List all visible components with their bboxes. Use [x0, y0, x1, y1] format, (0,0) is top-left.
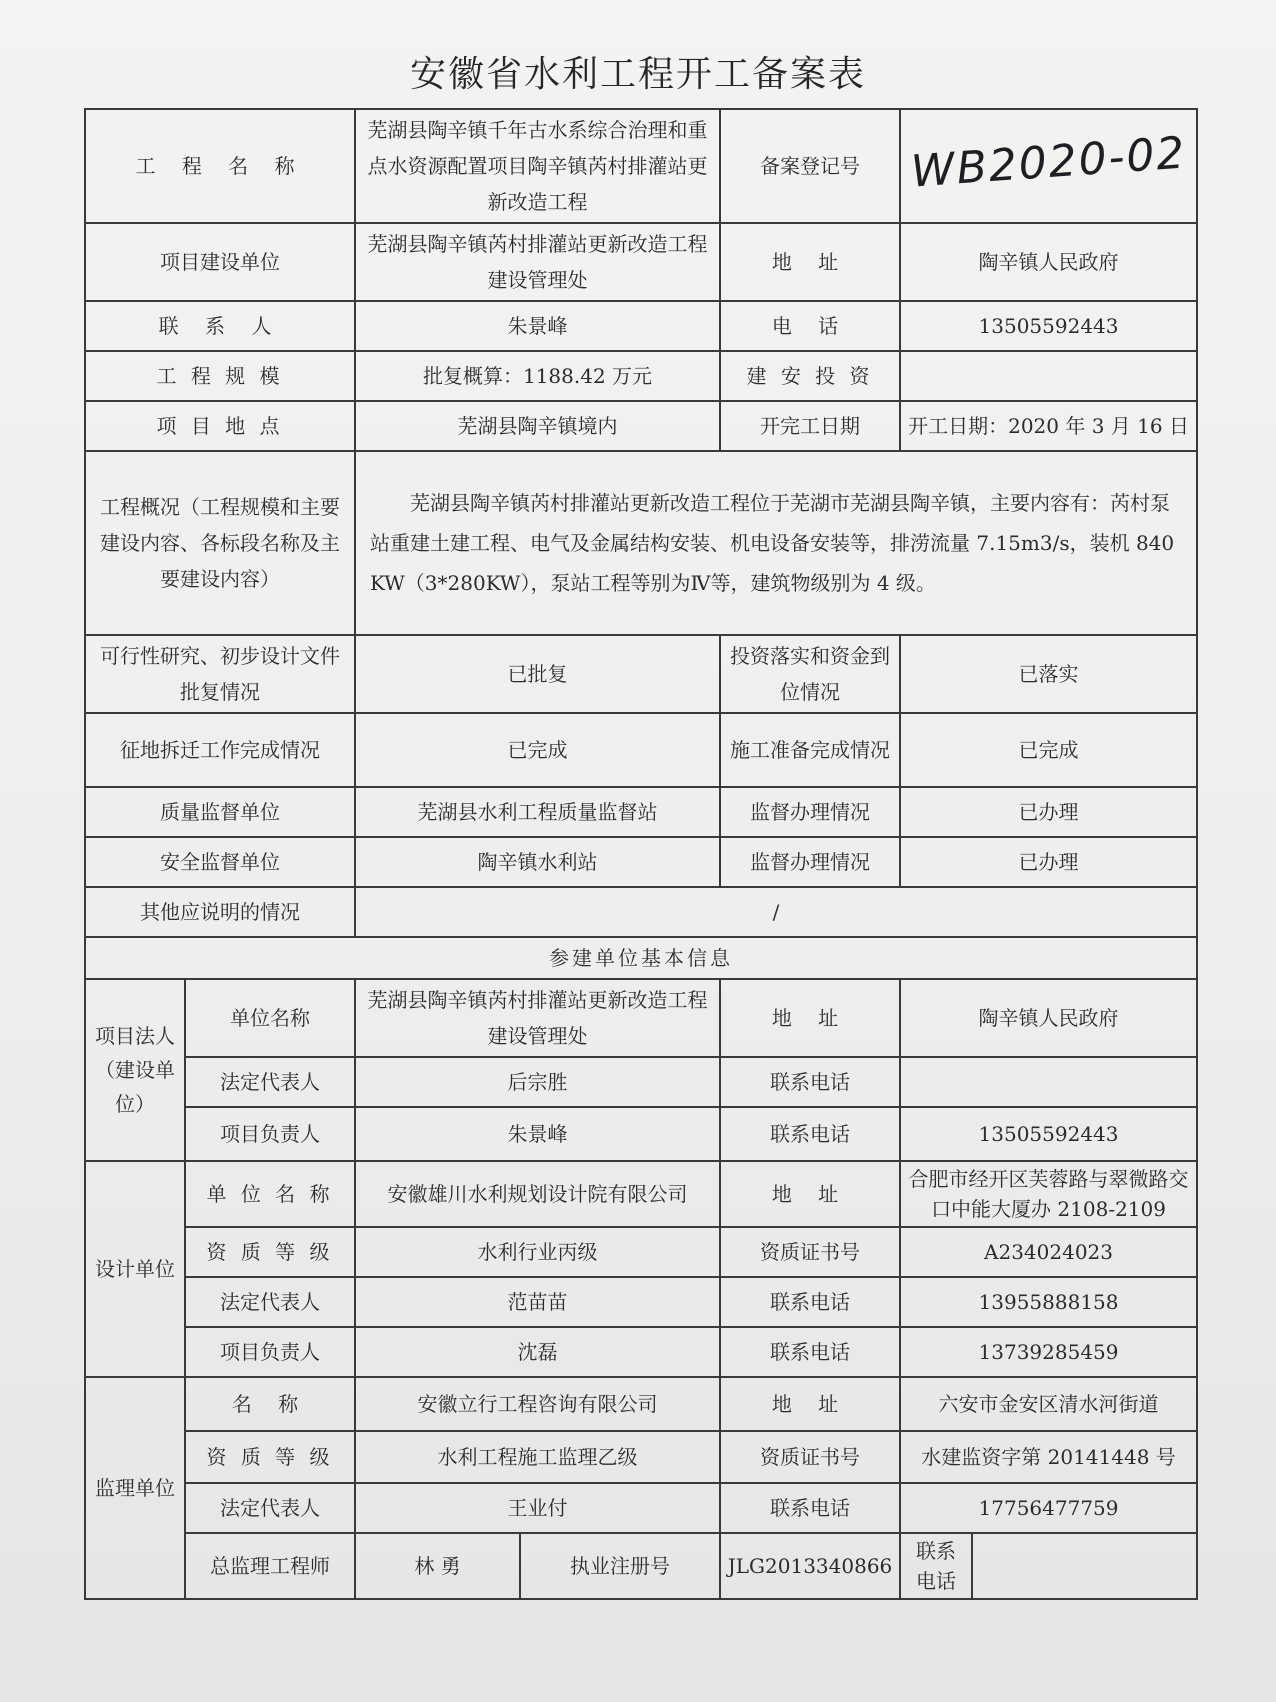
- funds-value: 已落实: [900, 635, 1197, 713]
- contact-label: 联 系 人: [85, 301, 355, 351]
- other-label: 其他应说明的情况: [85, 887, 355, 937]
- supervision-legal-phone-label: 联系电话: [720, 1483, 900, 1533]
- chief-phone-value: [972, 1533, 1197, 1599]
- owner-unit-name-label: 单位名称: [185, 979, 355, 1057]
- project-name-value: 芜湖县陶辛镇千年古水系综合治理和重点水资源配置项目陶辛镇芮村排灌站更新改造工程: [355, 109, 720, 223]
- design-group-label: 设计单位: [85, 1161, 185, 1377]
- owner-pm-phone-value: 13505592443: [900, 1107, 1197, 1161]
- design-unit-name-value: 安徽雄川水利规划设计院有限公司: [355, 1161, 720, 1227]
- design-legal-value: 范苗苗: [355, 1277, 720, 1327]
- location-value: 芜湖县陶辛镇境内: [355, 401, 720, 451]
- feasibility-value: 已批复: [355, 635, 720, 713]
- dates-value: 开工日期：2020 年 3 月 16 日: [900, 401, 1197, 451]
- overview-label: 工程概况（工程规模和主要建设内容、各标段名称及主要建设内容）: [85, 451, 355, 635]
- supervision-address-label: 地 址: [720, 1377, 900, 1431]
- quality-unit-value: 芜湖县水利工程质量监督站: [355, 787, 720, 837]
- supervision-cert-label: 资质证书号: [720, 1431, 900, 1483]
- investment-value: [900, 351, 1197, 401]
- project-owner-label: 项目建设单位: [85, 223, 355, 301]
- safety-unit-value: 陶辛镇水利站: [355, 837, 720, 887]
- contact-value: 朱景峰: [355, 301, 720, 351]
- design-grade-label: 资 质 等 级: [185, 1227, 355, 1277]
- chief-engineer-label: 总监理工程师: [185, 1533, 355, 1599]
- design-grade-value: 水利行业丙级: [355, 1227, 720, 1277]
- design-legal-phone-value: 13955888158: [900, 1277, 1197, 1327]
- design-legal-phone-label: 联系电话: [720, 1277, 900, 1327]
- preparation-label: 施工准备完成情况: [720, 713, 900, 787]
- supervision-cert-value: 水建监资字第 20141448 号: [900, 1431, 1197, 1483]
- supervision-legal-label: 法定代表人: [185, 1483, 355, 1533]
- registration-value: [900, 109, 1197, 223]
- chief-phone-label: 联系电话: [900, 1533, 972, 1599]
- land-label: 征地拆迁工作完成情况: [85, 713, 355, 787]
- design-pm-label: 项目负责人: [185, 1327, 355, 1377]
- license-value: JLG2013340866: [720, 1533, 900, 1599]
- quality-supervision-label: 监督办理情况: [720, 787, 900, 837]
- owner-unit-name-value: 芜湖县陶辛镇芮村排灌站更新改造工程建设管理处: [355, 979, 720, 1057]
- land-value: 已完成: [355, 713, 720, 787]
- feasibility-label: 可行性研究、初步设计文件批复情况: [85, 635, 355, 713]
- registration-handwritten: WB2020-02: [909, 126, 1188, 198]
- safety-unit-label: 安全监督单位: [85, 837, 355, 887]
- owner-address-label: 地 址: [720, 979, 900, 1057]
- owner-pm-label: 项目负责人: [185, 1107, 355, 1161]
- quality-unit-label: 质量监督单位: [85, 787, 355, 837]
- design-cert-label: 资质证书号: [720, 1227, 900, 1277]
- design-cert-value: A234024023: [900, 1227, 1197, 1277]
- chief-engineer-value: 林 勇: [355, 1533, 520, 1599]
- project-owner-value: 芜湖县陶辛镇芮村排灌站更新改造工程建设管理处: [355, 223, 720, 301]
- design-pm-phone-label: 联系电话: [720, 1327, 900, 1377]
- address-value: 陶辛镇人民政府: [900, 223, 1197, 301]
- supervision-group-label: 监理单位: [85, 1377, 185, 1599]
- form-title: 安徽省水利工程开工备案表: [409, 54, 866, 95]
- supervision-grade-value: 水利工程施工监理乙级: [355, 1431, 720, 1483]
- scale-value: 批复概算：1188.42 万元: [355, 351, 720, 401]
- project-name-label: 工 程 名 称: [85, 109, 355, 223]
- design-address-label: 地 址: [720, 1161, 900, 1227]
- owner-pm-phone-label: 联系电话: [720, 1107, 900, 1161]
- owner-address-value: 陶辛镇人民政府: [900, 979, 1197, 1057]
- dates-label: 开完工日期: [720, 401, 900, 451]
- scale-label: 工 程 规 模: [85, 351, 355, 401]
- participants-heading: 参建单位基本信息: [85, 937, 1197, 979]
- supervision-unit-name-value: 安徽立行工程咨询有限公司: [355, 1377, 720, 1431]
- phone-value: 13505592443: [900, 301, 1197, 351]
- supervision-address-value: 六安市金安区清水河街道: [900, 1377, 1197, 1431]
- owner-legal-label: 法定代表人: [185, 1057, 355, 1107]
- supervision-legal-value: 王业付: [355, 1483, 720, 1533]
- location-label: 项 目 地 点: [85, 401, 355, 451]
- design-pm-phone-value: 13739285459: [900, 1327, 1197, 1377]
- owner-legal-phone-value: [900, 1057, 1197, 1107]
- supervision-legal-phone-value: 17756477759: [900, 1483, 1197, 1533]
- investment-label: 建 安 投 资: [720, 351, 900, 401]
- design-unit-name-label: 单 位 名 称: [185, 1161, 355, 1227]
- license-label: 执业注册号: [520, 1533, 720, 1599]
- design-legal-label: 法定代表人: [185, 1277, 355, 1327]
- overview-value: 芜湖县陶辛镇芮村排灌站更新改造工程位于芜湖市芜湖县陶辛镇，主要内容有：芮村泵站重建土建工程、电气及金属结构安装、机电设备安装等，排涝流量 7.15m3/s，装机 840KW（3*280KW），泵站工程等别为Ⅳ等，建筑物级别为 4 级。: [355, 451, 1197, 635]
- preparation-value: 已完成: [900, 713, 1197, 787]
- safety-supervision-label: 监督办理情况: [720, 837, 900, 887]
- supervision-unit-name-label: 名 称: [185, 1377, 355, 1431]
- design-pm-value: 沈磊: [355, 1327, 720, 1377]
- safety-supervision-value: 已办理: [900, 837, 1197, 887]
- registration-label: 备案登记号: [720, 109, 900, 223]
- address-label: 地 址: [720, 223, 900, 301]
- funds-label: 投资落实和资金到位情况: [720, 635, 900, 713]
- owner-pm-value: 朱景峰: [355, 1107, 720, 1161]
- supervision-grade-label: 资 质 等 级: [185, 1431, 355, 1483]
- filing-form-table: [84, 108, 1198, 1600]
- quality-supervision-value: 已办理: [900, 787, 1197, 837]
- owner-legal-phone-label: 联系电话: [720, 1057, 900, 1107]
- owner-group-label: 项目法人（建设单位）: [85, 979, 185, 1161]
- other-value: /: [355, 887, 1197, 937]
- phone-label: 电 话: [720, 301, 900, 351]
- owner-legal-value: 后宗胜: [355, 1057, 720, 1107]
- design-address-value: 合肥市经开区芙蓉路与翠微路交口中能大厦办 2108-2109: [900, 1161, 1197, 1227]
